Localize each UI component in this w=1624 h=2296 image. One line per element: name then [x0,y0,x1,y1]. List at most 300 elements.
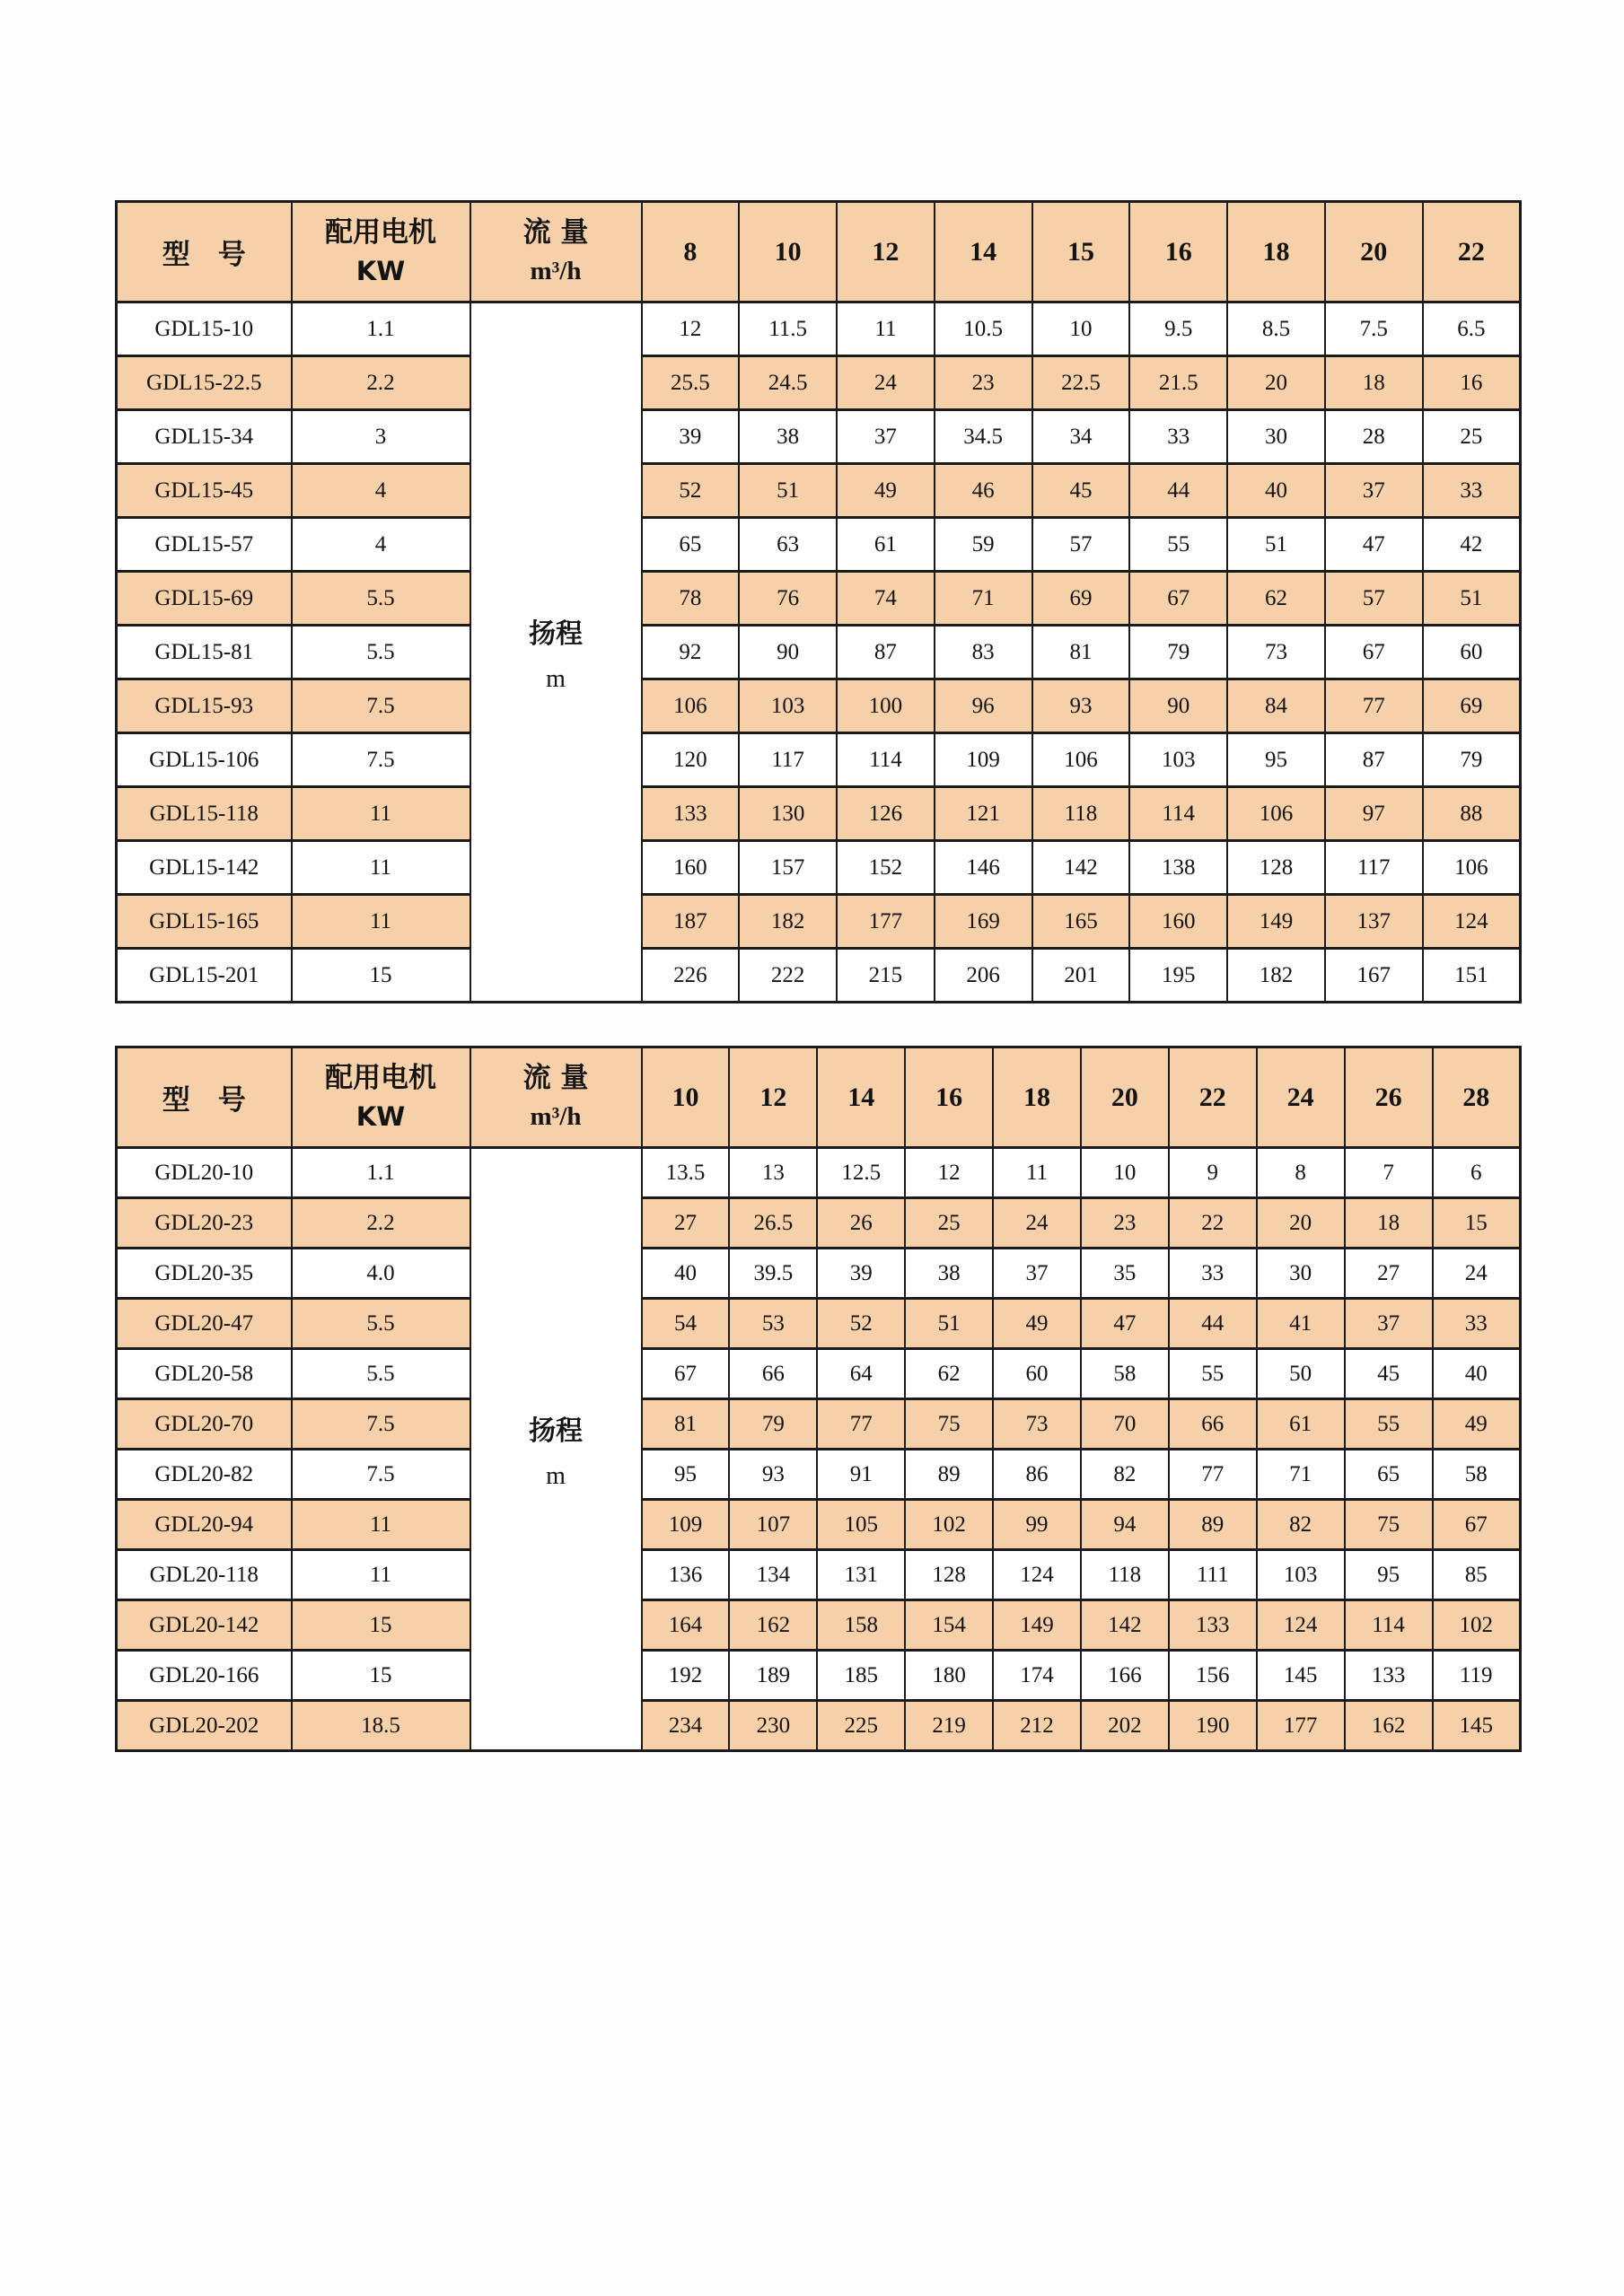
head-value-cell: 145 [1257,1651,1345,1701]
model-cell: GDL15-22.5 [117,356,292,410]
head-value-cell: 8 [1257,1148,1345,1198]
motor-kw-cell: 3 [292,410,470,464]
head-value-cell: 142 [1032,841,1130,895]
head-value-cell: 30 [1257,1249,1345,1299]
head-value-cell: 70 [1081,1399,1169,1450]
head-value-cell: 11.5 [739,302,837,356]
head-value-cell: 12.5 [817,1148,905,1198]
model-cell: GDL15-142 [117,841,292,895]
head-value-cell: 52 [642,464,740,518]
motor-label: 配用电机 [325,1062,436,1094]
head-value-cell: 57 [1032,518,1130,572]
flow-unit-label: m³/h [530,256,582,285]
head-value-cell: 103 [1129,733,1227,787]
head-value-cell: 169 [935,895,1032,949]
head-value-cell: 85 [1433,1550,1521,1600]
head-value-cell: 117 [1325,841,1423,895]
table-row [117,1450,1521,1500]
head-value-cell: 152 [837,841,935,895]
motor-kw-cell: 1.1 [292,1148,470,1198]
head-value-cell: 111 [1169,1550,1257,1600]
head-value-cell: 162 [729,1600,817,1651]
head-value-cell: 67 [1129,572,1227,626]
head-value-cell: 84 [1227,679,1325,733]
motor-kw-cell: 11 [292,787,470,841]
head-value-cell: 97 [1325,787,1423,841]
head-value-cell: 33 [1129,410,1227,464]
head-value-cell: 13 [729,1148,817,1198]
table-row [117,733,1521,787]
model-cell: GDL15-118 [117,787,292,841]
head-value-cell: 49 [993,1299,1081,1349]
flow-column-header [470,202,642,302]
head-value-cell: 87 [837,626,935,679]
motor-kw-cell: 11 [292,1550,470,1600]
head-value-cell: 149 [993,1600,1081,1651]
head-value-cell: 94 [1081,1500,1169,1550]
head-value-cell: 39 [642,410,740,464]
motor-column-header [292,202,470,302]
table-header [117,1047,1521,1148]
flow-rate-header-value: 22 [1423,202,1521,302]
head-value-cell: 180 [905,1651,993,1701]
head-value-cell: 33 [1169,1249,1257,1299]
head-value-cell: 45 [1345,1349,1433,1399]
head-value-cell: 25.5 [642,356,740,410]
head-value-cell: 6.5 [1423,302,1521,356]
flow-rate-header-value: 10 [642,1047,730,1148]
head-value-cell: 100 [837,679,935,733]
head-value-cell: 182 [1227,949,1325,1003]
table-row [117,302,1521,356]
head-value-cell: 40 [642,1249,730,1299]
model-cell: GDL15-10 [117,302,292,356]
flow-rate-header-value: 18 [993,1047,1081,1148]
model-cell: GDL20-202 [117,1701,292,1751]
head-value-cell: 37 [1345,1299,1433,1349]
head-value-cell: 124 [993,1550,1081,1600]
flow-rate-header-value: 18 [1227,202,1325,302]
head-value-cell: 76 [739,572,837,626]
head-value-cell: 106 [1227,787,1325,841]
head-value-cell: 151 [1423,949,1521,1003]
head-value-cell: 160 [642,841,740,895]
head-value-cell: 46 [935,464,1032,518]
head-value-cell: 66 [1169,1399,1257,1450]
head-value-cell: 82 [1081,1450,1169,1500]
head-value-cell: 93 [1032,679,1130,733]
head-value-cell: 109 [642,1500,730,1550]
model-column-header: 型 号 [117,1047,292,1148]
head-value-cell: 187 [642,895,740,949]
head-value-cell: 189 [729,1651,817,1701]
head-value-cell: 71 [935,572,1032,626]
head-value-cell: 30 [1227,410,1325,464]
head-value-cell: 28 [1325,410,1423,464]
head-value-cell: 160 [1129,895,1227,949]
head-value-cell: 9.5 [1129,302,1227,356]
motor-kw-cell: 11 [292,1500,470,1550]
head-value-cell: 22.5 [1032,356,1130,410]
head-value-cell: 118 [1081,1550,1169,1600]
model-cell: GDL20-10 [117,1148,292,1198]
head-value-cell: 105 [817,1500,905,1550]
head-value-cell: 124 [1257,1600,1345,1651]
head-value-cell: 106 [1032,733,1130,787]
motor-kw-cell: 4 [292,464,470,518]
head-label: 扬程 [529,1415,583,1447]
head-value-cell: 55 [1129,518,1227,572]
head-value-cell: 82 [1257,1500,1345,1550]
head-value-cell: 20 [1227,356,1325,410]
flow-rate-header-value: 16 [905,1047,993,1148]
head-value-cell: 95 [1227,733,1325,787]
flow-label: 流 量 [522,216,589,249]
model-cell: GDL15-81 [117,626,292,679]
flow-rate-header-value: 10 [739,202,837,302]
head-value-cell: 33 [1433,1299,1521,1349]
head-value-cell: 119 [1433,1651,1521,1701]
head-value-cell: 54 [642,1299,730,1349]
head-value-cell: 121 [935,787,1032,841]
head-value-cell: 177 [837,895,935,949]
head-value-cell: 226 [642,949,740,1003]
model-cell: GDL15-57 [117,518,292,572]
head-value-cell: 192 [642,1651,730,1701]
head-value-cell: 89 [1169,1500,1257,1550]
head-value-cell: 49 [837,464,935,518]
head-value-cell: 60 [993,1349,1081,1399]
model-cell: GDL20-94 [117,1500,292,1550]
head-value-cell: 51 [1423,572,1521,626]
flow-label: 流 量 [522,1062,589,1094]
head-value-cell: 79 [1129,626,1227,679]
head-value-cell: 225 [817,1701,905,1751]
head-value-cell: 120 [642,733,740,787]
head-value-cell: 146 [935,841,1032,895]
model-cell: GDL15-34 [117,410,292,464]
head-value-cell: 212 [993,1701,1081,1751]
flow-rate-header-value: 12 [837,202,935,302]
head-value-cell: 61 [837,518,935,572]
head-value-cell: 10 [1032,302,1130,356]
head-value-cell: 114 [1345,1600,1433,1651]
head-value-cell: 11 [993,1148,1081,1198]
head-value-cell: 77 [817,1399,905,1450]
motor-kw-cell: 15 [292,949,470,1003]
model-cell: GDL15-106 [117,733,292,787]
head-value-cell: 118 [1032,787,1130,841]
flow-rate-header-value: 20 [1325,202,1423,302]
table-row [117,410,1521,464]
head-value-cell: 133 [642,787,740,841]
head-value-cell: 117 [739,733,837,787]
table-row [117,1600,1521,1651]
model-cell: GDL20-82 [117,1450,292,1500]
gdl15-head-flow-table [115,200,1522,1003]
head-value-cell: 222 [739,949,837,1003]
head-value-cell: 6 [1433,1148,1521,1198]
head-value-cell: 42 [1423,518,1521,572]
motor-kw-cell: 5.5 [292,1299,470,1349]
head-value-cell: 15 [1433,1198,1521,1249]
head-value-cell: 37 [993,1249,1081,1299]
motor-kw-cell: 4 [292,518,470,572]
motor-kw-cell: 11 [292,841,470,895]
head-value-cell: 39.5 [729,1249,817,1299]
head-value-cell: 25 [1423,410,1521,464]
head-value-cell: 128 [905,1550,993,1600]
table-row [117,679,1521,733]
head-value-cell: 102 [905,1500,993,1550]
head-value-cell: 34 [1032,410,1130,464]
head-value-cell: 10 [1081,1148,1169,1198]
head-value-cell: 64 [817,1349,905,1399]
flow-rate-header-value: 8 [642,202,740,302]
head-value-cell: 157 [739,841,837,895]
flow-unit-label: m³/h [530,1101,582,1131]
head-value-cell: 182 [739,895,837,949]
head-value-cell: 133 [1345,1651,1433,1701]
head-value-cell: 93 [729,1450,817,1500]
head-value-cell: 73 [993,1399,1081,1450]
head-value-cell: 51 [739,464,837,518]
table-header [117,202,1521,302]
head-value-cell: 114 [1129,787,1227,841]
head-value-cell: 79 [1423,733,1521,787]
table-row [117,356,1521,410]
motor-label: 配用电机 [325,216,436,249]
head-value-cell: 23 [1081,1198,1169,1249]
head-value-cell: 195 [1129,949,1227,1003]
head-value-cell: 20 [1257,1198,1345,1249]
head-value-cell: 66 [729,1349,817,1399]
head-value-cell: 50 [1257,1349,1345,1399]
head-value-cell: 99 [993,1500,1081,1550]
head-value-cell: 24 [1433,1249,1521,1299]
head-value-cell: 24.5 [739,356,837,410]
model-cell: GDL15-45 [117,464,292,518]
model-cell: GDL20-166 [117,1651,292,1701]
head-value-cell: 62 [1227,572,1325,626]
head-value-cell: 154 [905,1600,993,1651]
flow-rate-header-value: 16 [1129,202,1227,302]
head-value-cell: 35 [1081,1249,1169,1299]
head-value-cell: 47 [1325,518,1423,572]
head-value-cell: 136 [642,1550,730,1600]
head-value-cell: 134 [729,1550,817,1600]
head-value-cell: 57 [1325,572,1423,626]
head-value-cell: 41 [1257,1299,1345,1349]
head-value-cell: 190 [1169,1701,1257,1751]
head-value-cell: 142 [1081,1600,1169,1651]
motor-kw-cell: 5.5 [292,1349,470,1399]
head-value-cell: 51 [905,1299,993,1349]
motor-column-header [292,1047,470,1148]
head-value-cell: 7.5 [1325,302,1423,356]
head-value-cell: 126 [837,787,935,841]
head-value-cell: 166 [1081,1651,1169,1701]
head-value-cell: 60 [1423,626,1521,679]
table-row [117,1399,1521,1450]
head-value-cell: 52 [817,1299,905,1349]
head-value-cell: 67 [1325,626,1423,679]
head-value-cell: 83 [935,626,1032,679]
model-column-header: 型 号 [117,202,292,302]
head-value-cell: 40 [1227,464,1325,518]
head-value-cell: 16 [1423,356,1521,410]
table-row [117,1299,1521,1349]
head-value-cell: 39 [817,1249,905,1299]
head-value-cell: 81 [1032,626,1130,679]
head-value-cell: 78 [642,572,740,626]
head-value-cell: 62 [905,1349,993,1399]
model-cell: GDL15-93 [117,679,292,733]
model-cell: GDL20-142 [117,1600,292,1651]
motor-kw-cell: 5.5 [292,626,470,679]
head-value-cell: 124 [1423,895,1521,949]
motor-kw-cell: 15 [292,1651,470,1701]
head-value-cell: 75 [905,1399,993,1450]
flow-rate-header-value: 22 [1169,1047,1257,1148]
model-cell: GDL15-201 [117,949,292,1003]
head-value-cell: 18 [1325,356,1423,410]
model-cell: GDL15-69 [117,572,292,626]
head-value-cell: 55 [1345,1399,1433,1450]
head-value-cell: 58 [1081,1349,1169,1399]
table-row [117,572,1521,626]
head-value-cell: 58 [1433,1450,1521,1500]
motor-kw-cell: 1.1 [292,302,470,356]
table-row [117,949,1521,1003]
head-value-cell: 55 [1169,1349,1257,1399]
head-value-cell: 11 [837,302,935,356]
head-unit-label: m [546,1461,566,1490]
head-value-cell: 9 [1169,1148,1257,1198]
head-value-cell: 102 [1433,1600,1521,1651]
head-value-cell: 234 [642,1701,730,1751]
head-value-cell: 44 [1169,1299,1257,1349]
model-cell: GDL20-118 [117,1550,292,1600]
head-value-cell: 177 [1257,1701,1345,1751]
head-value-cell: 206 [935,949,1032,1003]
head-merged-cell [470,302,642,1003]
head-value-cell: 65 [1345,1450,1433,1500]
head-value-cell: 103 [739,679,837,733]
table-body [117,1148,1521,1751]
motor-unit-label: KW [356,255,406,286]
head-value-cell: 71 [1257,1450,1345,1500]
head-value-cell: 95 [1345,1550,1433,1600]
motor-kw-cell: 4.0 [292,1249,470,1299]
head-value-cell: 95 [642,1450,730,1500]
head-value-cell: 38 [905,1249,993,1299]
head-value-cell: 138 [1129,841,1227,895]
head-value-cell: 45 [1032,464,1130,518]
flow-rate-header-value: 14 [935,202,1032,302]
head-value-cell: 26 [817,1198,905,1249]
head-value-cell: 158 [817,1600,905,1651]
table-row [117,787,1521,841]
head-value-cell: 131 [817,1550,905,1600]
head-unit-label: m [546,664,566,693]
head-value-cell: 27 [1345,1249,1433,1299]
flow-rate-header-value: 14 [817,1047,905,1148]
head-value-cell: 174 [993,1651,1081,1701]
head-value-cell: 27 [642,1198,730,1249]
head-value-cell: 165 [1032,895,1130,949]
head-value-cell: 201 [1032,949,1130,1003]
gdl20-head-flow-table [115,1046,1522,1752]
flow-rate-header-value: 15 [1032,202,1130,302]
head-value-cell: 8.5 [1227,302,1325,356]
table-row [117,1651,1521,1701]
table-row [117,464,1521,518]
head-value-cell: 53 [729,1299,817,1349]
head-value-cell: 86 [993,1450,1081,1500]
head-value-cell: 59 [935,518,1032,572]
motor-kw-cell: 15 [292,1600,470,1651]
head-merged-cell [470,1148,642,1751]
flow-rate-header-value: 26 [1345,1047,1433,1148]
head-value-cell: 79 [729,1399,817,1450]
table-row [117,518,1521,572]
head-value-cell: 106 [1423,841,1521,895]
motor-unit-label: KW [356,1100,406,1132]
head-value-cell: 96 [935,679,1032,733]
head-value-cell: 77 [1169,1450,1257,1500]
flow-rate-header-value: 24 [1257,1047,1345,1148]
head-value-cell: 49 [1433,1399,1521,1450]
table-row [117,1500,1521,1550]
head-value-cell: 40 [1433,1349,1521,1399]
head-value-cell: 87 [1325,733,1423,787]
head-value-cell: 109 [935,733,1032,787]
head-value-cell: 219 [905,1701,993,1751]
head-value-cell: 230 [729,1701,817,1751]
head-value-cell: 91 [817,1450,905,1500]
head-value-cell: 114 [837,733,935,787]
head-value-cell: 67 [1433,1500,1521,1550]
table-row [117,841,1521,895]
head-value-cell: 202 [1081,1701,1169,1751]
head-value-cell: 130 [739,787,837,841]
head-value-cell: 128 [1227,841,1325,895]
head-value-cell: 38 [739,410,837,464]
head-value-cell: 145 [1433,1701,1521,1751]
head-value-cell: 67 [642,1349,730,1399]
head-value-cell: 69 [1423,679,1521,733]
motor-kw-cell: 5.5 [292,572,470,626]
table-row [117,1198,1521,1249]
motor-kw-cell: 7.5 [292,679,470,733]
head-value-cell: 22 [1169,1198,1257,1249]
head-value-cell: 106 [642,679,740,733]
head-value-cell: 26.5 [729,1198,817,1249]
head-value-cell: 51 [1227,518,1325,572]
head-value-cell: 21.5 [1129,356,1227,410]
head-value-cell: 13.5 [642,1148,730,1198]
flow-rate-header-value: 12 [729,1047,817,1148]
head-value-cell: 137 [1325,895,1423,949]
motor-kw-cell: 18.5 [292,1701,470,1751]
motor-kw-cell: 11 [292,895,470,949]
head-value-cell: 75 [1345,1500,1433,1550]
model-cell: GDL20-35 [117,1249,292,1299]
table-row [117,626,1521,679]
head-value-cell: 81 [642,1399,730,1450]
head-value-cell: 24 [837,356,935,410]
